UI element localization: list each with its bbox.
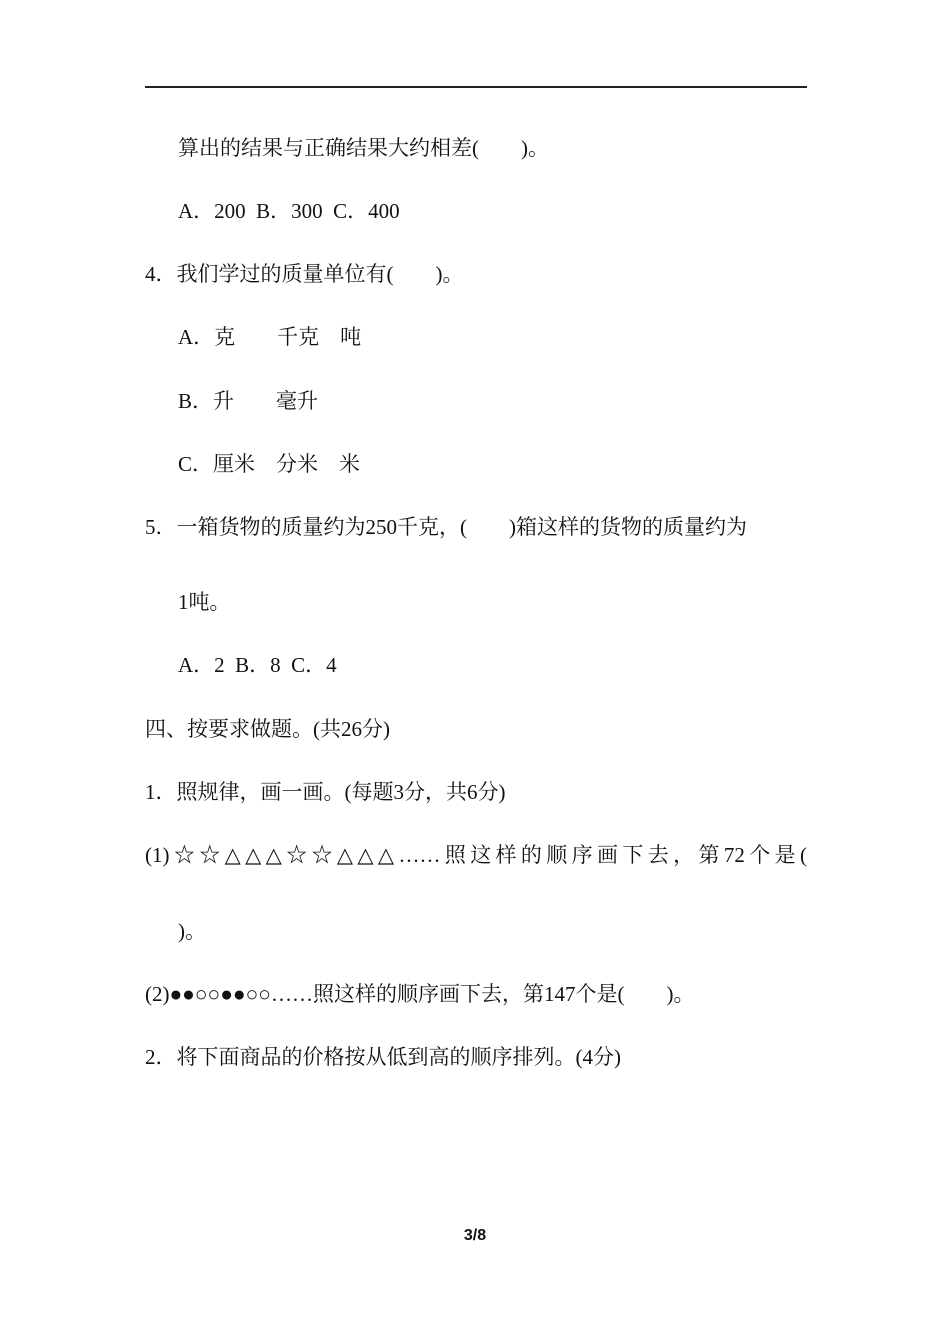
q4-stem: 4．我们学过的质量单位有( )。	[145, 262, 464, 286]
s4-q1-sub1-line1: (1)☆☆△△△☆☆△△△……照这样的顺序画下去，第72个是(	[145, 843, 807, 867]
q5-stem-line2: 1吨。	[178, 590, 231, 614]
section4-heading: 四、按要求做题。(共26分)	[145, 717, 390, 741]
page-number: 3/8	[463, 1227, 487, 1244]
q4-option-b: B．升 毫升	[178, 389, 319, 413]
s4-q2-stem: 2．将下面商品的价格按从低到高的顺序排列。(4分)	[145, 1045, 621, 1069]
s4-q1-sub2: (2)●●○○●●○○……照这样的顺序画下去，第147个是( )。	[145, 982, 695, 1006]
s4-q1-stem: 1．照规律，画一画。(每题3分，共6分)	[145, 780, 506, 804]
q3-continuation-text: 算出的结果与正确结果大约相差( )。	[178, 136, 549, 160]
q4-option-c: C．厘米 分米 米	[178, 452, 361, 476]
s4-q1-sub1-line2: )。	[178, 919, 206, 943]
q3-options: A．200 B．300 C．400	[178, 199, 400, 223]
q5-options: A．2 B．8 C．4	[178, 653, 337, 677]
q4-option-a: A．克 千克 吨	[178, 325, 362, 349]
q5-stem-line1: 5．一箱货物的质量约为250千克，( )箱这样的货物的质量约为	[145, 515, 747, 539]
header-rule	[145, 86, 807, 88]
